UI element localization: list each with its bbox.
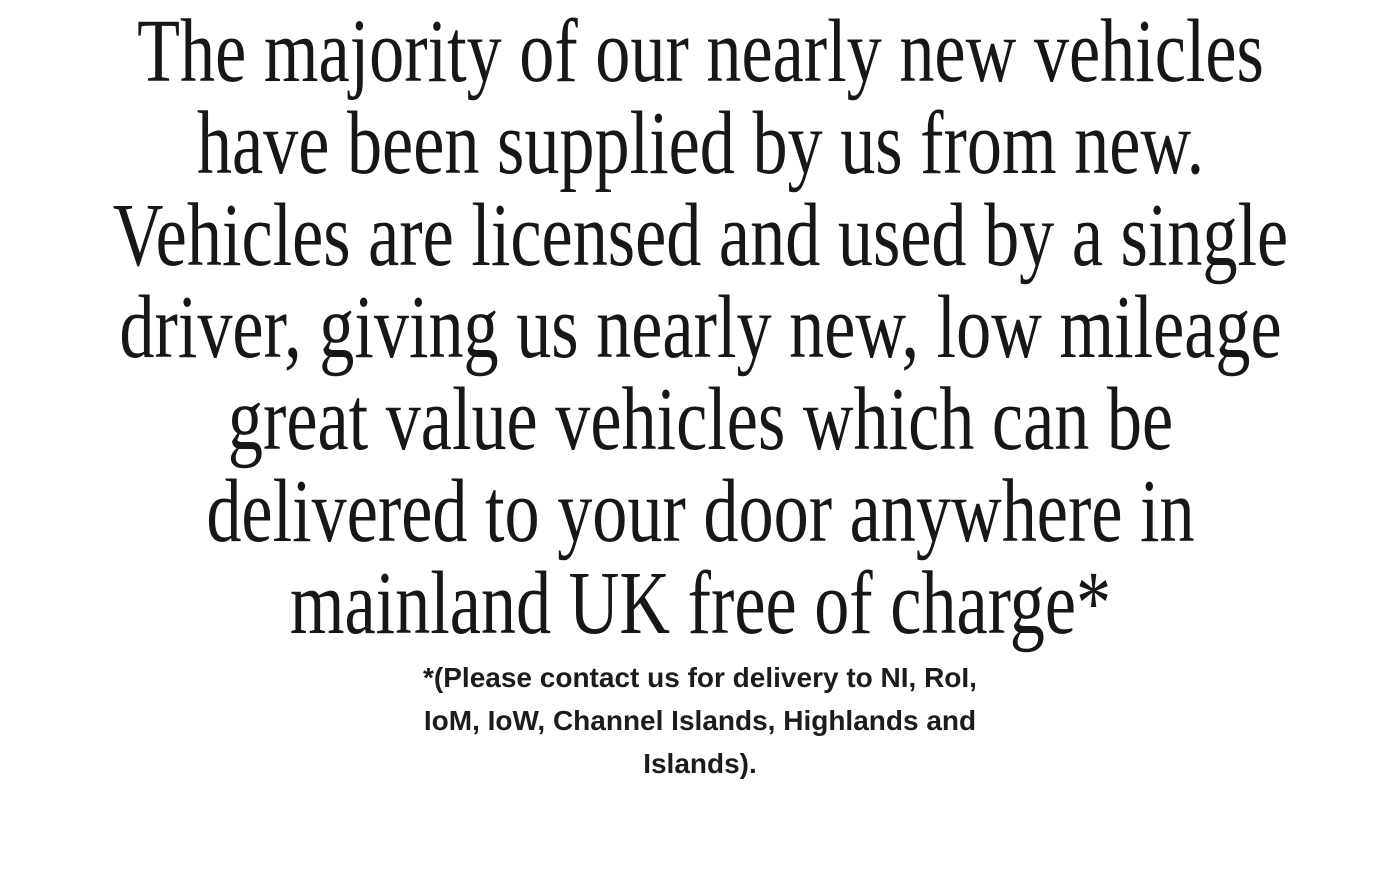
footnote-line: IoM, IoW, Channel Islands, Highlands and — [423, 705, 977, 736]
headline-line: delivered to your door anywhere in — [206, 462, 1195, 561]
footnote-line: *(Please contact us for delivery to NI, RoI, — [423, 662, 977, 693]
footnote-text-block — [0, 656, 1400, 785]
headline-line: mainland UK free of charge* — [289, 554, 1112, 653]
footnote-line: Islands). — [643, 748, 757, 779]
headline-line: The majority of our nearly new vehicles — [137, 2, 1264, 101]
headline-line: have been supplied by us from new. — [196, 94, 1205, 193]
headline-line: driver, giving us nearly new, low mileage — [119, 278, 1282, 377]
headline-line: great value vehicles which can be — [227, 370, 1174, 469]
headline-line: Vehicles are licensed and used by a single — [112, 186, 1289, 285]
